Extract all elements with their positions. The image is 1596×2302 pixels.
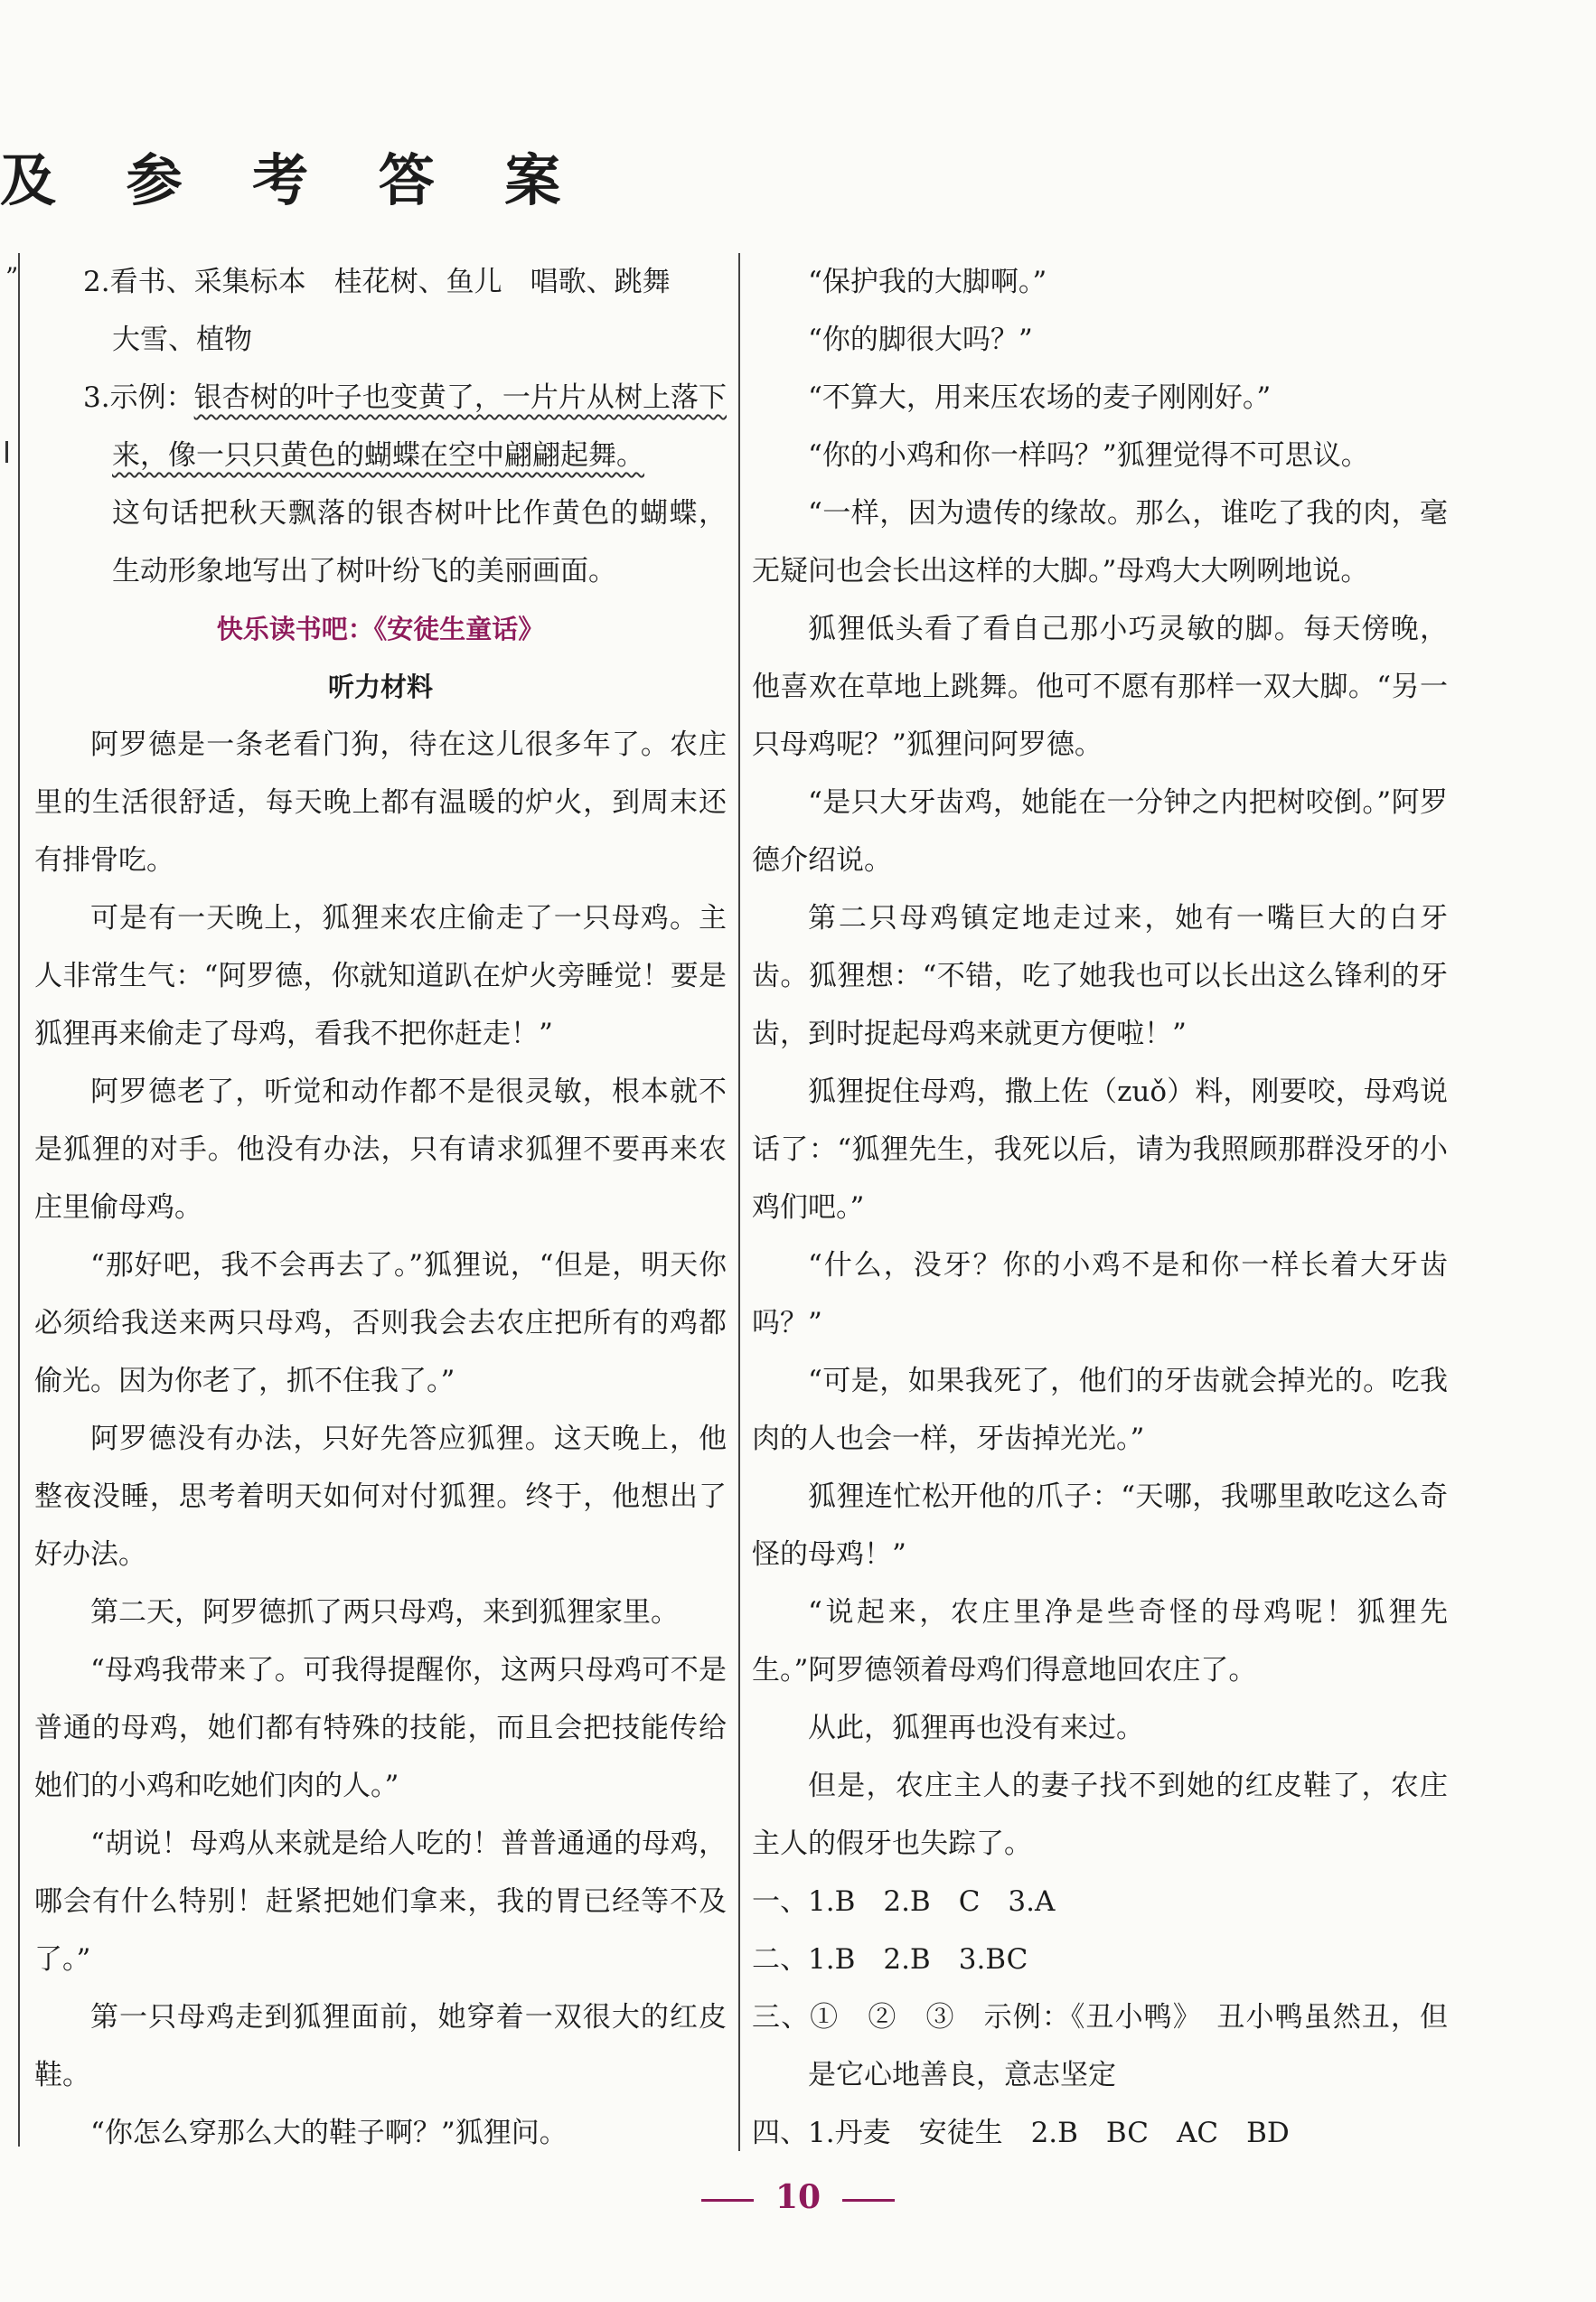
answer-item-3-example: 银杏树的叶子也变黄了，一片片从树上落下来，像一只只黄色的蝴蝶在空中翩翩起舞。 bbox=[112, 381, 727, 472]
left-column bbox=[34, 253, 727, 2162]
listening-material-title: 听力材料 bbox=[327, 672, 433, 702]
story-paragraph: 但是，农庄主人的妻子找不到她的红皮鞋了，农庄主人的假牙也失踪了。 bbox=[752, 1770, 1448, 1860]
page-number: 10 bbox=[775, 2178, 821, 2216]
story-paragraph: “你的小鸡和你一样吗？”狐狸觉得不可思议。 bbox=[808, 439, 1369, 472]
story-paragraph: “是只大牙齿鸡，她能在一分钟之内把树咬倒。”阿罗德介绍说。 bbox=[752, 786, 1448, 877]
story-paragraph: “可是，如果我死了，他们的牙齿就会掉光的。吃我肉的人也会一样，牙齿掉光光。” bbox=[752, 1365, 1448, 1455]
left-margin-rule bbox=[18, 253, 20, 2147]
story-paragraph: “什么，没牙？你的小鸡不是和你一样长着大牙齿吗？” bbox=[752, 1249, 1448, 1339]
answer-item-2-line1: 2.看书、采集标本 桂花树、鱼儿 唱歌、跳舞 bbox=[83, 266, 671, 298]
story-paragraph: “你的脚很大吗？” bbox=[808, 324, 1033, 356]
story-paragraph: “保护我的大脚啊。” bbox=[808, 266, 1047, 298]
column-divider bbox=[738, 253, 740, 2151]
story-paragraph: 阿罗德是一条老看门狗，待在这儿很多年了。农庄里的生活很舒适，每天晚上都有温暖的炉火，到周末还有排骨吃。 bbox=[34, 728, 727, 877]
story-paragraph: 第二只母鸡镇定地走过来，她有一嘴巨大的白牙齿。狐狸想：“不错，吃了她我也可以长出这么锋利的牙齿，到时捉起母鸡来就更方便啦！” bbox=[752, 902, 1448, 1050]
story-paragraph: 第一只母鸡走到狐狸面前，她穿着一双很大的红皮鞋。 bbox=[34, 2001, 727, 2091]
story-paragraph: 第二天，阿罗德抓了两只母鸡，来到狐狸家里。 bbox=[90, 1596, 679, 1629]
story-paragraph: 狐狸连忙松开他的爪子：“天哪，我哪里敢吃这么奇怪的母鸡！” bbox=[752, 1480, 1448, 1571]
answer-item-2-line2: 大雪、植物 bbox=[112, 324, 252, 356]
footer-dash-right bbox=[842, 2199, 895, 2202]
footer-dash-left bbox=[701, 2199, 754, 2202]
story-paragraph: “你怎么穿那么大的鞋子啊？”狐狸问。 bbox=[90, 2117, 568, 2149]
page-title: 及 参 考 答 案 bbox=[0, 147, 587, 213]
story-paragraph: “母鸡我带来了。可我得提醒你，这两只母鸡可不是普通的母鸡，她们都有特殊的技能，而且会把技能传给她们的小鸡和吃她们肉的人。” bbox=[34, 1654, 727, 1802]
story-paragraph: 从此，狐狸再也没有来过。 bbox=[808, 1712, 1144, 1744]
answer-line: 三、① ② ③ 示例：《丑小鸭》 丑小鸭虽然丑，但是它心地善良，意志坚定 bbox=[752, 2001, 1448, 2091]
left-margin-mark: ” bbox=[5, 262, 19, 292]
story-paragraph: 狐狸捉住母鸡，撒上佐（zuǒ）料，刚要咬，母鸡说话了：“狐狸先生，我死以后，请为我照顾那群没牙的小鸡们吧。” bbox=[752, 1076, 1448, 1224]
section-title: 快乐读书吧：《安徒生童话》 bbox=[216, 614, 545, 644]
story-paragraph: 狐狸低头看了看自己那小巧灵敏的脚。每天傍晚，他喜欢在草地上跳舞。他可不愿有那样一双大脚。“另一只母鸡呢？”狐狸问阿罗德。 bbox=[752, 613, 1448, 761]
answer-line: 一、1.B 2.B C 3.A bbox=[752, 1885, 1056, 1918]
story-paragraph: “说起来，农庄里净是些奇怪的母鸡呢！狐狸先生。”阿罗德领着母鸡们得意地回农庄了。 bbox=[752, 1596, 1448, 1687]
answer-line: 四、1.丹麦 安徒生 2.B BC AC BD bbox=[752, 2117, 1290, 2149]
story-paragraph: 阿罗德老了，听觉和动作都不是很灵敏，根本就不是狐狸的对手。他没有办法，只有请求狐狸不要再来农庄里偷母鸡。 bbox=[34, 1076, 727, 1224]
story-paragraph: “不算大，用来压农场的麦子刚刚好。” bbox=[808, 381, 1272, 414]
story-paragraph: “那好吧，我不会再去了。”狐狸说，“但是，明天你必须给我送来两只母鸡，否则我会去农庄把所有的鸡都偷光。因为你老了，抓不住我了。” bbox=[34, 1249, 727, 1397]
right-column bbox=[752, 253, 1448, 2162]
answer-item-3-prefix: 3.示例： bbox=[83, 381, 194, 414]
page-footer bbox=[0, 2178, 1596, 2216]
answer-item-2 bbox=[34, 253, 727, 369]
answer-item-3 bbox=[34, 369, 727, 600]
answer-line: 二、1.B 2.B 3.BC bbox=[752, 1943, 1028, 1976]
story-paragraph: “胡说！母鸡从来就是给人吃的！普普通通的母鸡，哪会有什么特别！赶紧把她们拿来，我的胃已经等不及了。” bbox=[34, 1828, 727, 1976]
answer-item-3-explanation: 这句话把秋天飘落的银杏树叶比作黄色的蝴蝶，生动形象地写出了树叶纷飞的美丽画面。 bbox=[112, 497, 727, 587]
story-paragraph: “一样，因为遗传的缘故。那么，谁吃了我的肉，毫无疑问也会长出这样的大脚。”母鸡大大咧咧地说。 bbox=[752, 497, 1448, 587]
story-paragraph: 阿罗德没有办法，只好先答应狐狸。这天晚上，他整夜没睡，思考着明天如何对付狐狸。终于，他想出了好办法。 bbox=[34, 1423, 727, 1571]
left-margin-tick bbox=[5, 441, 8, 463]
story-paragraph: 可是有一天晚上，狐狸来农庄偷走了一只母鸡。主人非常生气：“阿罗德，你就知道趴在炉火旁睡觉！要是狐狸再来偷走了母鸡，看我不把你赶走！” bbox=[34, 902, 727, 1050]
